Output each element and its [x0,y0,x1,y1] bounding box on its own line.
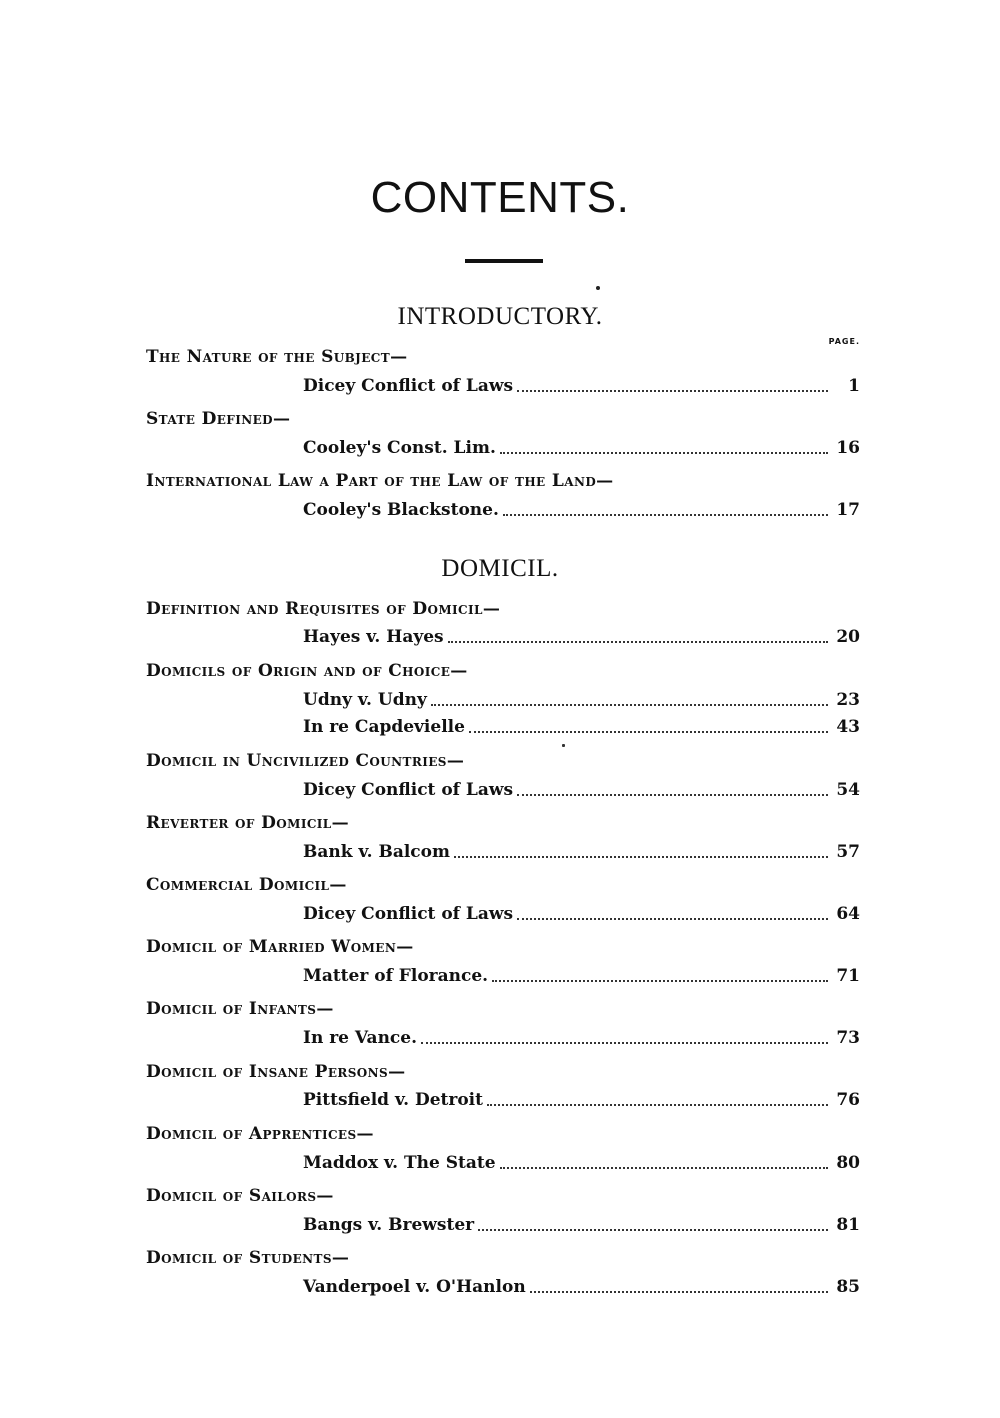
topic-heading: Reverter of Domicil— [146,813,350,833]
page-number: 81 [836,1215,860,1235]
topic-heading: Domicil of Apprentices— [146,1124,374,1144]
ornament-dot [596,286,600,290]
topic-heading: Domicil of Infants— [146,999,334,1019]
section-title-domicil: DOMICIL. [441,555,559,582]
topic-heading: Domicils of Origin and of Choice— [146,661,468,681]
page-number: 76 [836,1090,860,1110]
dot-leader [500,1167,828,1169]
case-name: Bank v. Balcom [303,842,450,862]
case-name: Dicey Conflict of Laws [303,376,514,396]
dot-leader [503,514,828,516]
case-name: Pittsfield v. Detroit [303,1090,483,1110]
dot-leader [448,641,828,643]
page-number: 71 [836,966,860,986]
toc-entry[interactable] [303,965,860,987]
topic-heading: Definition and Requisites of Domicil— [146,599,501,619]
dot-leader [469,731,828,733]
toc-entry[interactable] [303,1152,860,1174]
dot-leader [492,980,828,982]
topic-heading: The Nature of the Subject— [146,347,408,367]
case-name: Cooley's Blackstone. [303,500,499,520]
section-title-introductory: INTRODUCTORY. [397,303,603,330]
case-name: Cooley's Const. Lim. [303,438,496,458]
case-name: In re Capdevielle [303,717,465,737]
page-number: 16 [836,438,860,458]
page-number: 80 [836,1153,860,1173]
dot-leader [517,918,828,920]
toc-entry[interactable] [303,716,860,738]
topic-heading: Domicil of Married Women— [146,937,414,957]
page-number: 73 [836,1028,860,1048]
toc-entry[interactable] [303,626,860,648]
toc-entry[interactable] [303,1214,860,1236]
toc-entry[interactable] [303,1276,860,1298]
case-name: Vanderpoel v. O'Hanlon [303,1277,526,1297]
page-number: 64 [836,904,860,924]
page-number: 17 [836,500,860,520]
toc-entry[interactable] [303,1089,860,1111]
toc-entry[interactable] [303,903,860,925]
dot-leader [478,1229,828,1231]
toc-entry[interactable] [303,689,860,711]
dot-leader [431,704,828,706]
toc-entry[interactable] [303,841,860,863]
dot-leader [454,856,828,858]
page-number: 57 [836,842,860,862]
page-number: 20 [836,627,860,647]
page-number: 43 [836,717,860,737]
page-number: 54 [836,780,860,800]
dot-leader [421,1042,828,1044]
case-name: Hayes v. Hayes [303,627,444,647]
case-name: Dicey Conflict of Laws [303,780,514,800]
toc-entry[interactable] [303,499,860,521]
case-name: Dicey Conflict of Laws [303,904,514,924]
case-name: In re Vance. [303,1028,418,1048]
case-name: Udny v. Udny [303,690,427,710]
topic-heading: Domicil of Insane Persons— [146,1062,406,1082]
page-number: 85 [836,1277,860,1297]
page-column-label: PAGE. [828,337,860,346]
case-name: Maddox v. The State [303,1153,496,1173]
topic-heading: Commercial Domicil— [146,875,347,895]
toc-entry[interactable] [303,375,860,397]
topic-heading: International Law a Part of the Law of the Land— [146,471,614,491]
dot-leader [530,1291,828,1293]
print-speck [562,744,565,747]
topic-heading: Domicil of Students— [146,1248,350,1268]
page-title: CONTENTS. [370,173,630,222]
toc-entry[interactable] [303,779,860,801]
case-name: Bangs v. Brewster [303,1215,475,1235]
case-name: Matter of Florance. [303,966,489,986]
topic-heading: Domicil in Uncivilized Countries— [146,751,465,771]
page-number: 1 [848,376,860,396]
dot-leader [487,1104,828,1106]
toc-entry[interactable] [303,1027,860,1049]
title-rule [465,259,543,263]
topic-heading: State Defined— [146,409,291,429]
page-number: 23 [836,690,860,710]
dot-leader [500,452,828,454]
toc-entry[interactable] [303,437,860,459]
dot-leader [517,794,828,796]
dot-leader [517,390,828,392]
topic-heading: Domicil of Sailors— [146,1186,334,1206]
